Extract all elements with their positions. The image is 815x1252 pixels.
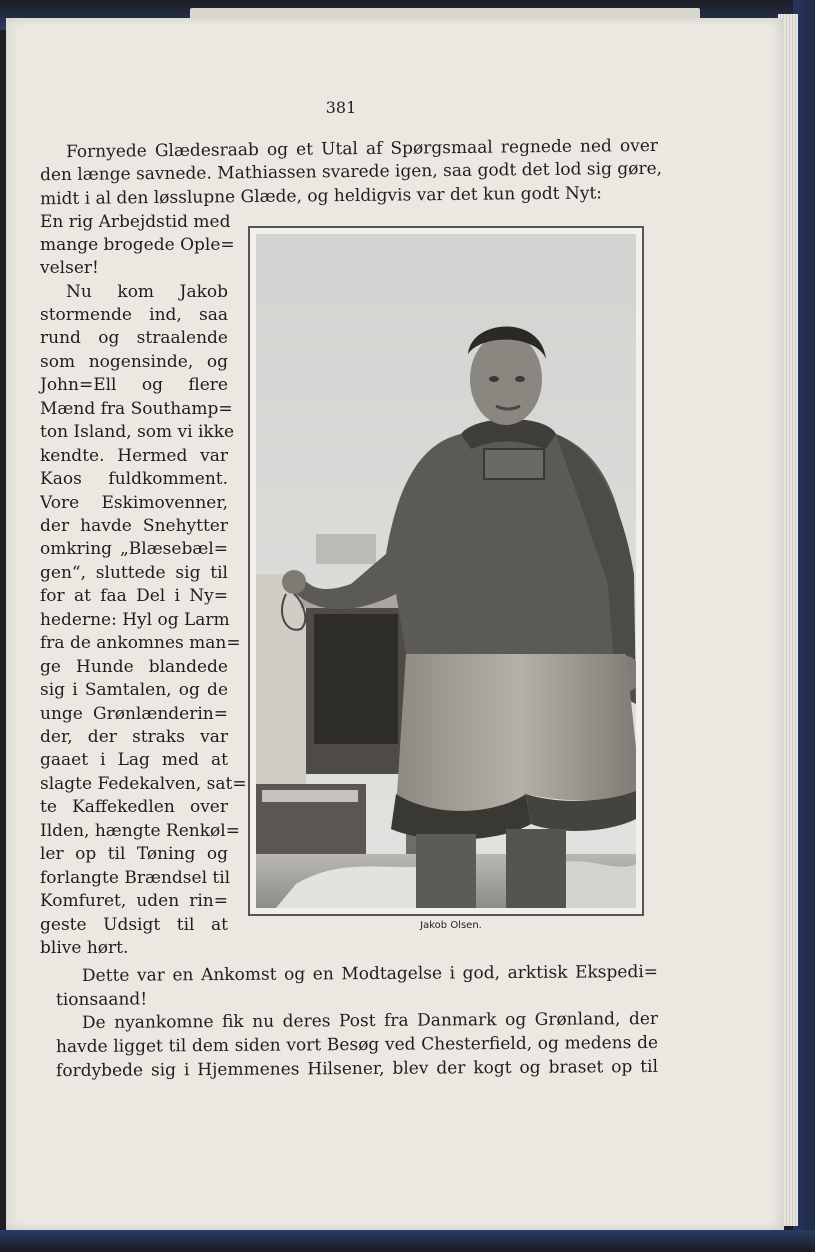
text-line: rund og straalende (40, 328, 228, 348)
text-line: havde ligget til dem siden vort Besøg ved Chesterfield, og medens de (55, 1032, 659, 1058)
text-line: mange brogede Ople= (40, 235, 235, 255)
text-line: fordybede sig i Hjemmenes Hilsener, blev der kogt og braset op til (55, 1056, 659, 1082)
text-line: geste Udsigt til at (40, 915, 228, 935)
text-line: Dette var en Ankomst og en Modtagelse i god, arktisk Ekspedi= (81, 961, 659, 987)
text-line: stormende ind, saa (40, 305, 228, 325)
text-line: Fornyede Glædesraab og et Utal af Spørgsmaal regnede ned over (65, 135, 659, 163)
text-line: ler op til Tøning og (40, 844, 228, 864)
book-cover-bottom (0, 1230, 815, 1252)
text-line: forlangte Brændsel til (40, 868, 231, 888)
text-line: De nyankomne fik nu deres Post fra Danmark og Grønland, der (81, 1008, 659, 1034)
page-number: 381 (325, 98, 357, 117)
text-line: En rig Arbejdstid med (40, 212, 231, 232)
text-line: gaaet i Lag med at (40, 750, 228, 770)
photo-frame (248, 226, 644, 916)
text-line: te Kaffekedlen over (40, 797, 228, 817)
text-line: Komfuret, uden rin= (40, 891, 228, 911)
text-line: hederne: Hyl og Larm (40, 610, 230, 630)
text-line: som nogensinde, og (40, 352, 228, 372)
photo-caption: Jakob Olsen. (420, 920, 482, 931)
text-line: der, der straks var (40, 727, 228, 747)
text-line: Vore Eskimovenner, (40, 493, 228, 513)
text-line: der havde Snehytter (40, 516, 228, 536)
text-line: den længe savnede. Mathiassen svarede igen, saa godt det lod sig gøre, (39, 158, 663, 186)
text-line: blive hørt. (40, 938, 129, 958)
text-line: ge Hunde blandede (40, 657, 228, 677)
text-line: ton Island, som vi ikke (40, 422, 235, 442)
text-line: slagte Fedekalven, sat= (40, 774, 247, 794)
text-line: John=Ell og flere (40, 375, 228, 395)
text-line: omkring „Blæsebæl= (40, 539, 228, 559)
text-line: Mænd fra Southamp= (40, 399, 233, 419)
text-line: Nu kom Jakob (66, 282, 228, 302)
portrait-photograph (256, 234, 636, 908)
text-line: Kaos fuldkomment. (40, 469, 228, 489)
text-line: midt i al den løsslupne Glæde, og heldigvis var det kun godt Nyt: (39, 183, 603, 210)
text-line: velser! (40, 258, 99, 278)
book-page (6, 18, 784, 1230)
text-line: fra de ankomnes man= (40, 633, 241, 653)
text-line: kendte. Hermed var (40, 446, 228, 466)
text-line: tionsaand! (55, 989, 148, 1011)
text-line: unge Grønlænderin= (40, 704, 228, 724)
text-line: sig i Samtalen, og de (40, 680, 228, 700)
text-line: for at faa Del i Ny= (40, 586, 228, 606)
text-line: Ilden, hængte Renkøl= (40, 821, 240, 841)
text-line: gen“, sluttede sig til (40, 563, 228, 583)
